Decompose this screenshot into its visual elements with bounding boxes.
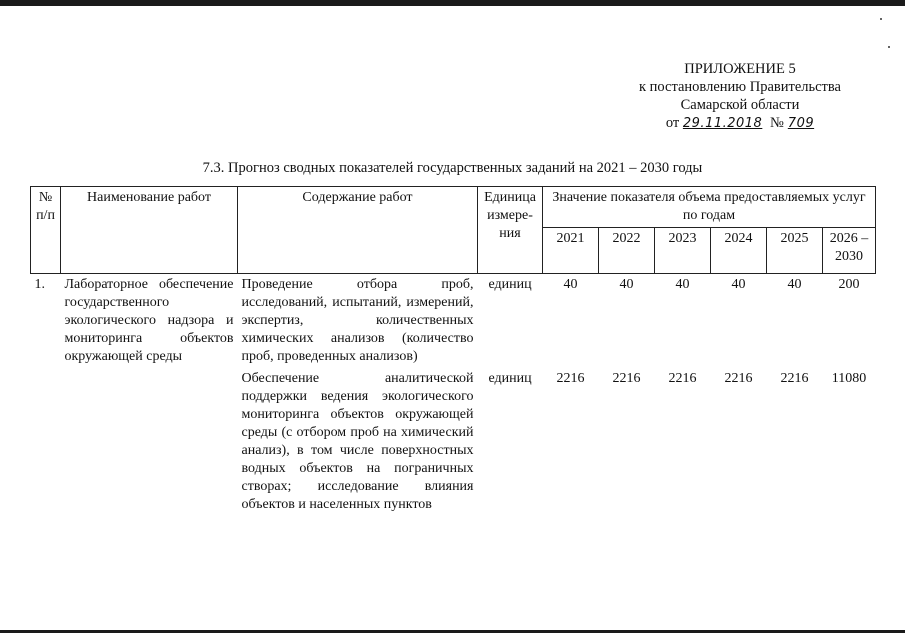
row-content: Обеспечение аналитической поддержки ведения экологического мониторинга объектов окружающей среды (с отбором проб на химический анализ), в том числе поверхностных водных объектов на пограничных створах; исследование влияния объектов и населенных пунктов [241, 371, 474, 512]
scan-border-bottom [0, 630, 905, 633]
header-content: Содержание работ [238, 187, 478, 274]
header-year: 2022 [599, 228, 655, 274]
row-value: 40 [619, 277, 634, 292]
row-value: 2216 [612, 371, 641, 386]
row-value: 40 [563, 277, 578, 292]
appendix-line-1: к постановлению Правительства [639, 79, 841, 95]
scan-border-top [0, 0, 905, 6]
row-value: 2216 [556, 371, 585, 386]
appendix-title: ПРИЛОЖЕНИЕ 5 [684, 61, 796, 77]
header-year: 2024 [711, 228, 767, 274]
header-name: Наименование работ [61, 187, 238, 274]
table-row [31, 368, 876, 516]
header-unit: Единица измере-ния [478, 187, 543, 274]
row-num: 1. [34, 277, 45, 292]
appendix-line-2: Самарской области [680, 97, 800, 113]
row-value: 200 [838, 277, 860, 292]
row-name: Лабораторное обеспечение государственного экологического надзора и мониторинга объектов окружающей среды [64, 277, 234, 364]
row-value: 2216 [668, 371, 697, 386]
table-title: 7.3. Прогноз сводных показателей государственных заданий на 2021 – 2030 годы [202, 160, 703, 176]
header-year: 2026 – 2030 [823, 228, 876, 274]
row-unit: единиц [488, 371, 532, 386]
row-value: 2216 [724, 371, 753, 386]
header-value-group: Значение показателя объема предоставляемых услуг по годам [543, 187, 876, 228]
row-value: 40 [787, 277, 802, 292]
row-name [61, 368, 238, 516]
handwritten-date: 29.11.2018 [682, 116, 763, 131]
handwritten-number: 709 [787, 116, 815, 131]
row-value: 40 [731, 277, 746, 292]
date-prefix: от [665, 115, 680, 131]
appendix-header [600, 60, 880, 133]
row-num [31, 368, 61, 516]
header-year: 2021 [543, 228, 599, 274]
scan-speck [888, 46, 890, 48]
header-year: 2025 [767, 228, 823, 274]
row-value: 2216 [780, 371, 809, 386]
row-value: 11080 [831, 371, 867, 386]
number-sign: № [769, 115, 784, 131]
row-value: 40 [675, 277, 690, 292]
scan-speck [880, 18, 882, 20]
forecast-table [30, 186, 876, 516]
row-content: Проведение отбора проб, исследований, испытаний, измерений, экспертиз, количественных химических анализов (количество проб, проведенных анализов) [241, 277, 474, 364]
row-unit: единиц [488, 277, 532, 292]
header-year: 2023 [655, 228, 711, 274]
appendix-date-line [600, 114, 880, 133]
table-row [31, 274, 876, 369]
header-num: № п/п [31, 187, 61, 274]
